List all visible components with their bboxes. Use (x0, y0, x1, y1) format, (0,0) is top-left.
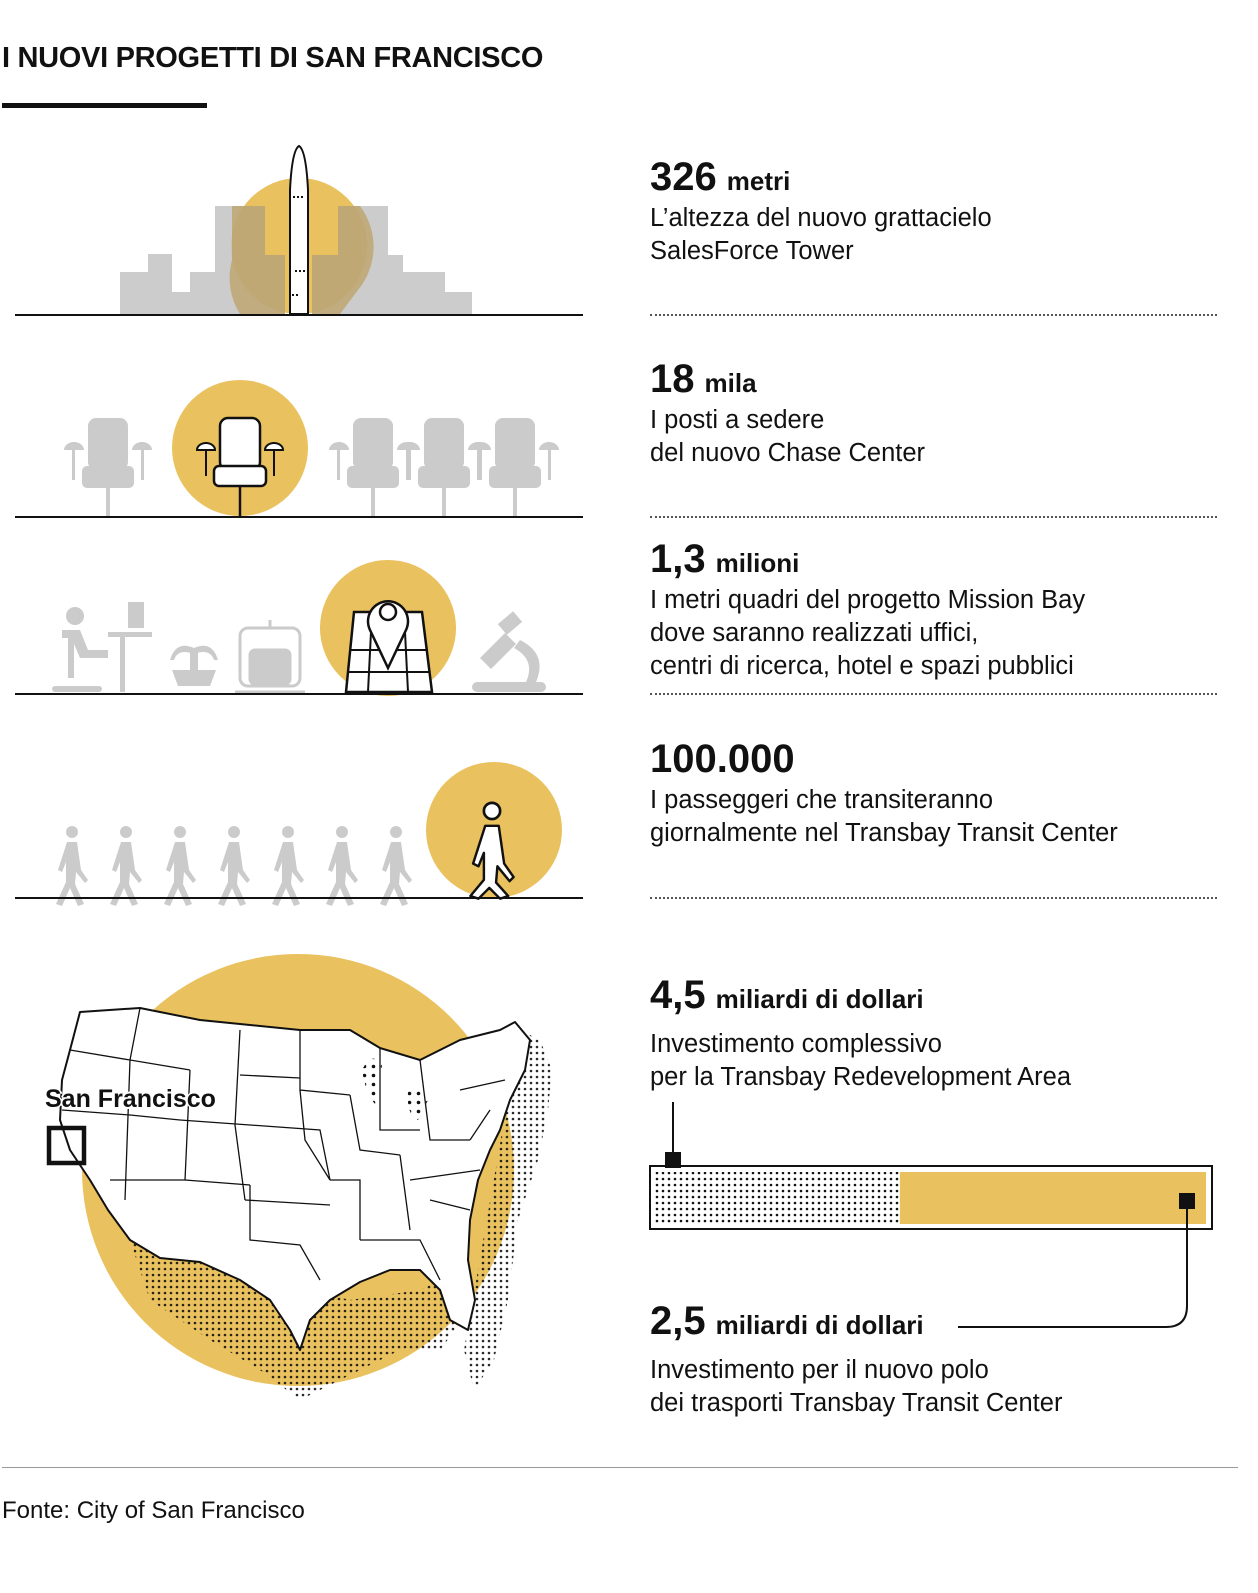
stat-unit: miliardi di dollari (715, 984, 924, 1014)
stat-unit: metri (726, 166, 791, 196)
separator (650, 314, 1217, 316)
skyline-tower-icon (15, 146, 583, 315)
investment-transit-segment (900, 1172, 1206, 1224)
stat-description: L’altezza del nuovo grattacielo SalesForce Tower (650, 204, 992, 265)
stat-total-investment (650, 973, 1230, 1094)
stat-passengers (650, 737, 1230, 850)
stat-tower-height (650, 155, 1230, 268)
investment-bar (650, 1102, 1212, 1327)
map-label-san-francisco: San Francisco (45, 1085, 216, 1113)
stat-transit-investment (650, 1299, 1230, 1420)
source-note: Fonte: City of San Francisco (2, 1497, 305, 1524)
stat-description: Investimento per il nuovo polo dei trasporti Transbay Transit Center (650, 1356, 1063, 1417)
luggage-cart-icon (235, 620, 305, 692)
separator (650, 516, 1217, 518)
stat-description: Investimento complessivo per la Transbay Redevelopment Area (650, 1030, 1071, 1091)
footer-divider (2, 1467, 1238, 1468)
microscope-icon (472, 611, 546, 692)
stat-unit: miliardi di dollari (715, 1310, 924, 1340)
us-map-icon (49, 954, 552, 1400)
stat-description: I posti a sedere del nuovo Chase Center (650, 406, 926, 467)
stat-value: 1,3 (650, 537, 706, 581)
stat-unit: milioni (715, 548, 800, 578)
seats-icon (15, 380, 583, 518)
map-pin-icon (15, 560, 583, 696)
separator (650, 897, 1217, 899)
building-map-icon (346, 601, 432, 692)
page-title: I NUOVI PROGETTI DI SAN FRANCISCO (2, 42, 544, 74)
stat-value: 4,5 (650, 973, 706, 1017)
stat-unit: mila (704, 368, 757, 398)
investment-total-segment (655, 1172, 900, 1224)
stat-value: 2,5 (650, 1299, 706, 1343)
desk-person-icon (52, 602, 152, 692)
fountain-icon (170, 646, 218, 686)
stat-mission-bay (650, 537, 1230, 683)
walking-person-icon (15, 762, 583, 906)
stat-value: 18 (650, 357, 695, 401)
stat-seats (650, 357, 1230, 470)
stat-value: 326 (650, 155, 717, 199)
stat-description: I passeggeri che transiteranno giornalmente nel Transbay Transit Center (650, 786, 1118, 847)
stat-value: 100.000 (650, 737, 795, 781)
separator (650, 693, 1217, 695)
stat-description: I metri quadri del progetto Mission Bay dove saranno realizzati uffici, centri di ricerca, hotel e spazi pubblici (650, 586, 1086, 680)
